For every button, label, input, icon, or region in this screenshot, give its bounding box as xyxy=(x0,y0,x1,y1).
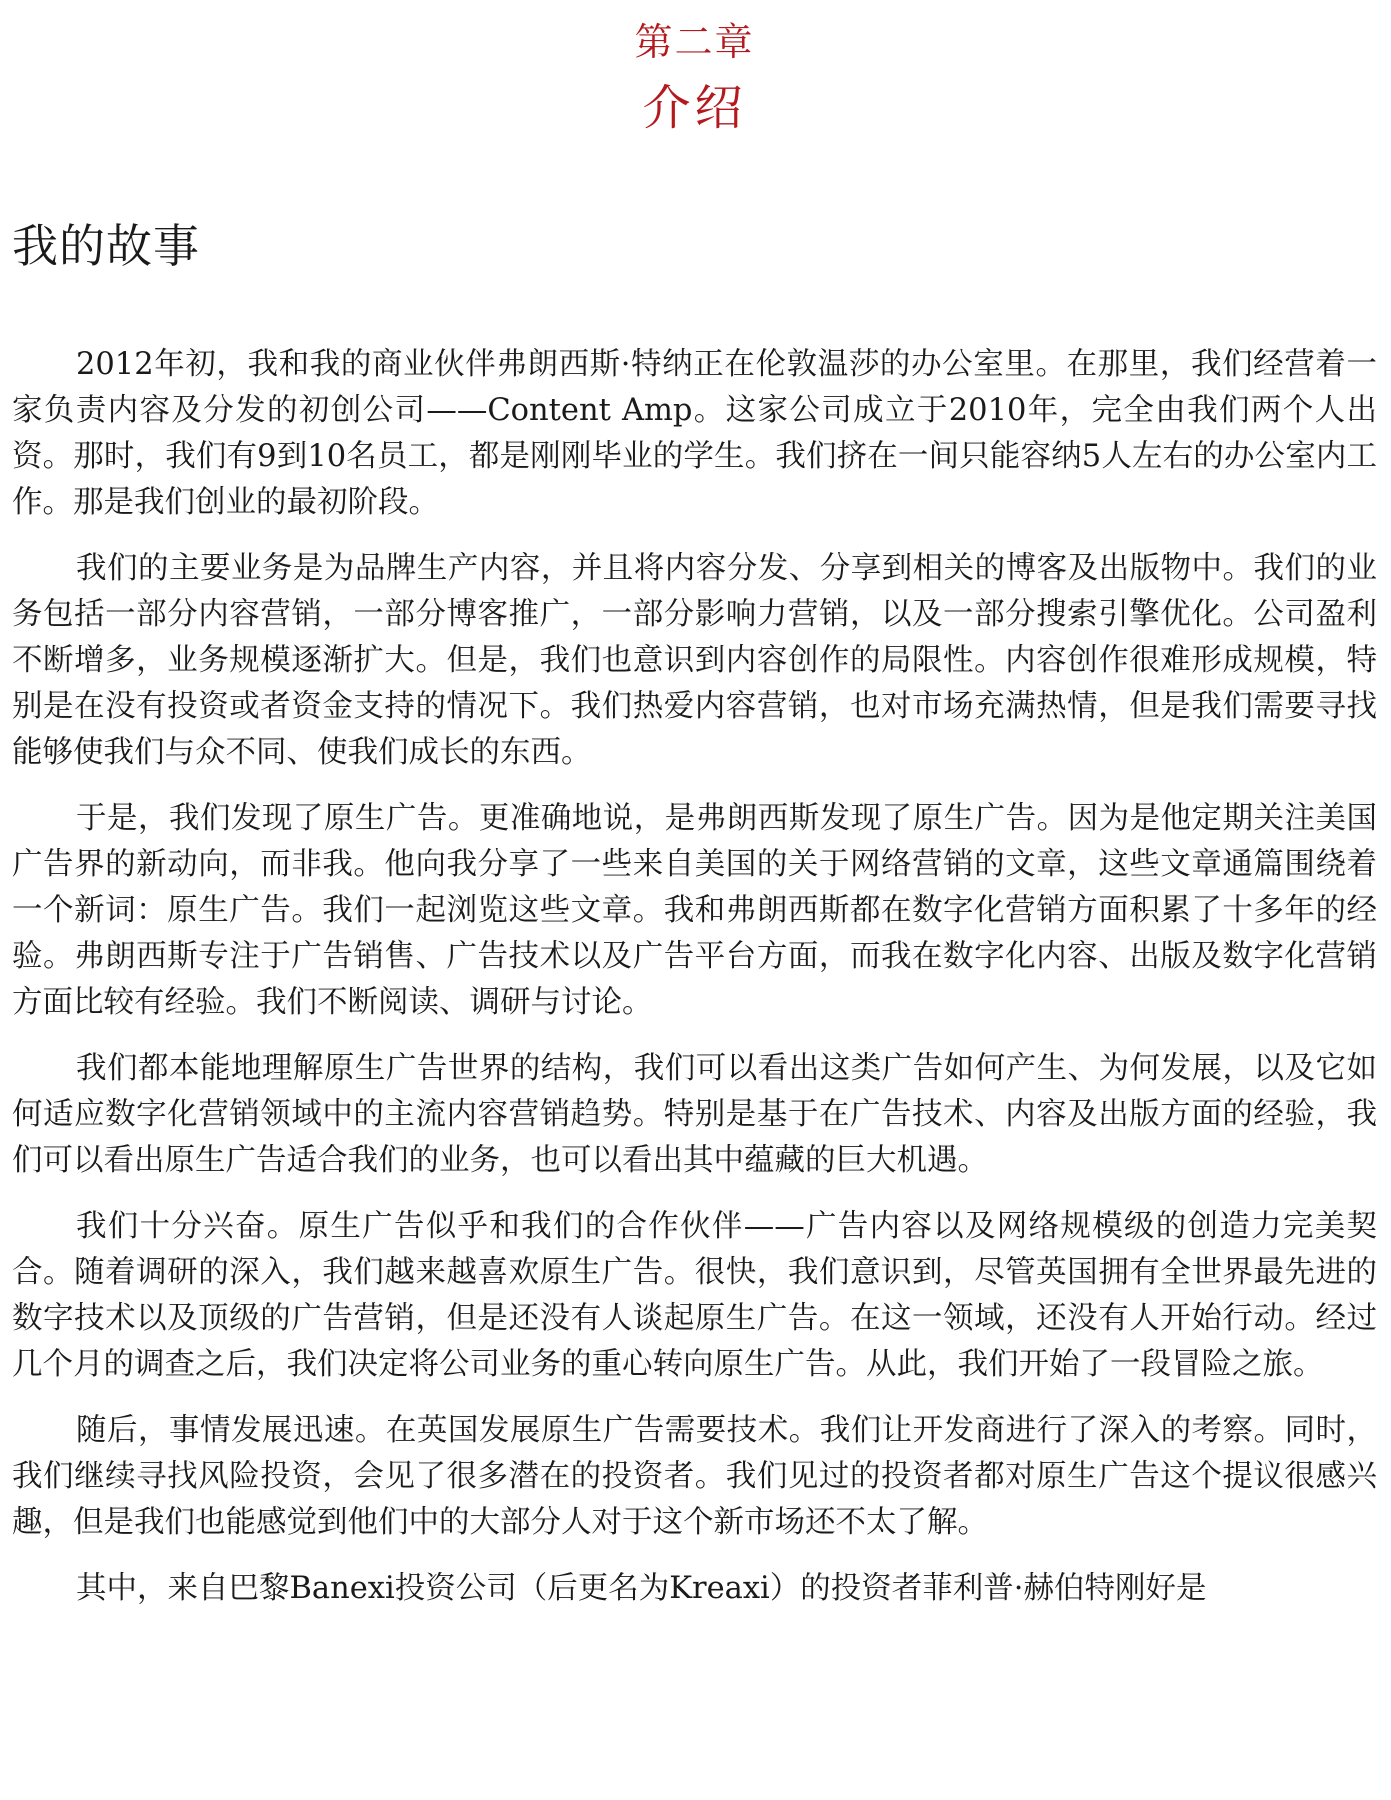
chapter-title: 介绍 xyxy=(642,80,747,136)
chapter-label: 第二章 xyxy=(634,20,755,64)
paragraph: 于是，我们发现了原生广告。更准确地说，是弗朗西斯发现了原生广告。因为是他定期关注美国广告界的新动向，而非我。他向我分享了一些来自美国的关于网络营销的文章，这些文章通篇围绕着一个新词：原生广告。我们一起浏览这些文章。我和弗朗西斯都在数字化营销方面积累了十多年的经验。弗朗西斯专注于广告销售、广告技术以及广告平台方面，而我在数字化内容、出版及数字化营销方面比较有经验。我们不断阅读、调研与讨论。 xyxy=(12,801,1377,1020)
paragraph: 我们的主要业务是为品牌生产内容，并且将内容分发、分享到相关的博客及出版物中。我们的业务包括一部分内容营销，一部分博客推广，一部分影响力营销，以及一部分搜索引擎优化。公司盈利不断增多，业务规模逐渐扩大。但是，我们也意识到内容创作的局限性。内容创作很难形成规模，特别是在没有投资或者资金支持的情况下。我们热爱内容营销，也对市场充满热情，但是我们需要寻找能够使我们与众不同、使我们成长的东西。 xyxy=(12,551,1377,770)
paragraph: 其中，来自巴黎Banexi投资公司（后更名为Kreaxi）的投资者菲利普·赫伯特刚好是 xyxy=(76,1571,1207,1606)
paragraph: 我们十分兴奋。原生广告似乎和我们的合作伙伴——广告内容以及网络规模级的创造力完美契合。随着调研的深入，我们越来越喜欢原生广告。很快，我们意识到，尽管英国拥有全世界最先进的数字技术以及顶级的广告营销，但是还没有人谈起原生广告。在这一领域，还没有人开始行动。经过几个月的调查之后，我们决定将公司业务的重心转向原生广告。从此，我们开始了一段冒险之旅。 xyxy=(12,1209,1377,1382)
section-title: 我的故事 xyxy=(12,219,200,273)
paragraph: 我们都本能地理解原生广告世界的结构，我们可以看出这类广告如何产生、为何发展，以及它如何适应数字化营销领域中的主流内容营销趋势。特别是基于在广告技术、内容及出版方面的经验，我们可以看出原生广告适合我们的业务，也可以看出其中蕴藏的巨大机遇。 xyxy=(12,1051,1377,1178)
paragraph: 随后，事情发展迅速。在英国发展原生广告需要技术。我们让开发商进行了深入的考察。同时，我们继续寻找风险投资，会见了很多潜在的投资者。我们见过的投资者都对原生广告这个提议很感兴趣，但是我们也能感觉到他们中的大部分人对于这个新市场还不太了解。 xyxy=(12,1413,1377,1540)
paragraph: 2012年初，我和我的商业伙伴弗朗西斯·特纳正在伦敦温莎的办公室里。在那里，我们经营着一家负责内容及分发的初创公司——Content Amp。这家公司成立于2010年，完全由我们两个人出资。那时，我们有9到10名员工，都是刚刚毕业的学生。我们挤在一间只能容纳5人左右的办公室内工作。那是我们创业的最初阶段。 xyxy=(12,347,1377,520)
